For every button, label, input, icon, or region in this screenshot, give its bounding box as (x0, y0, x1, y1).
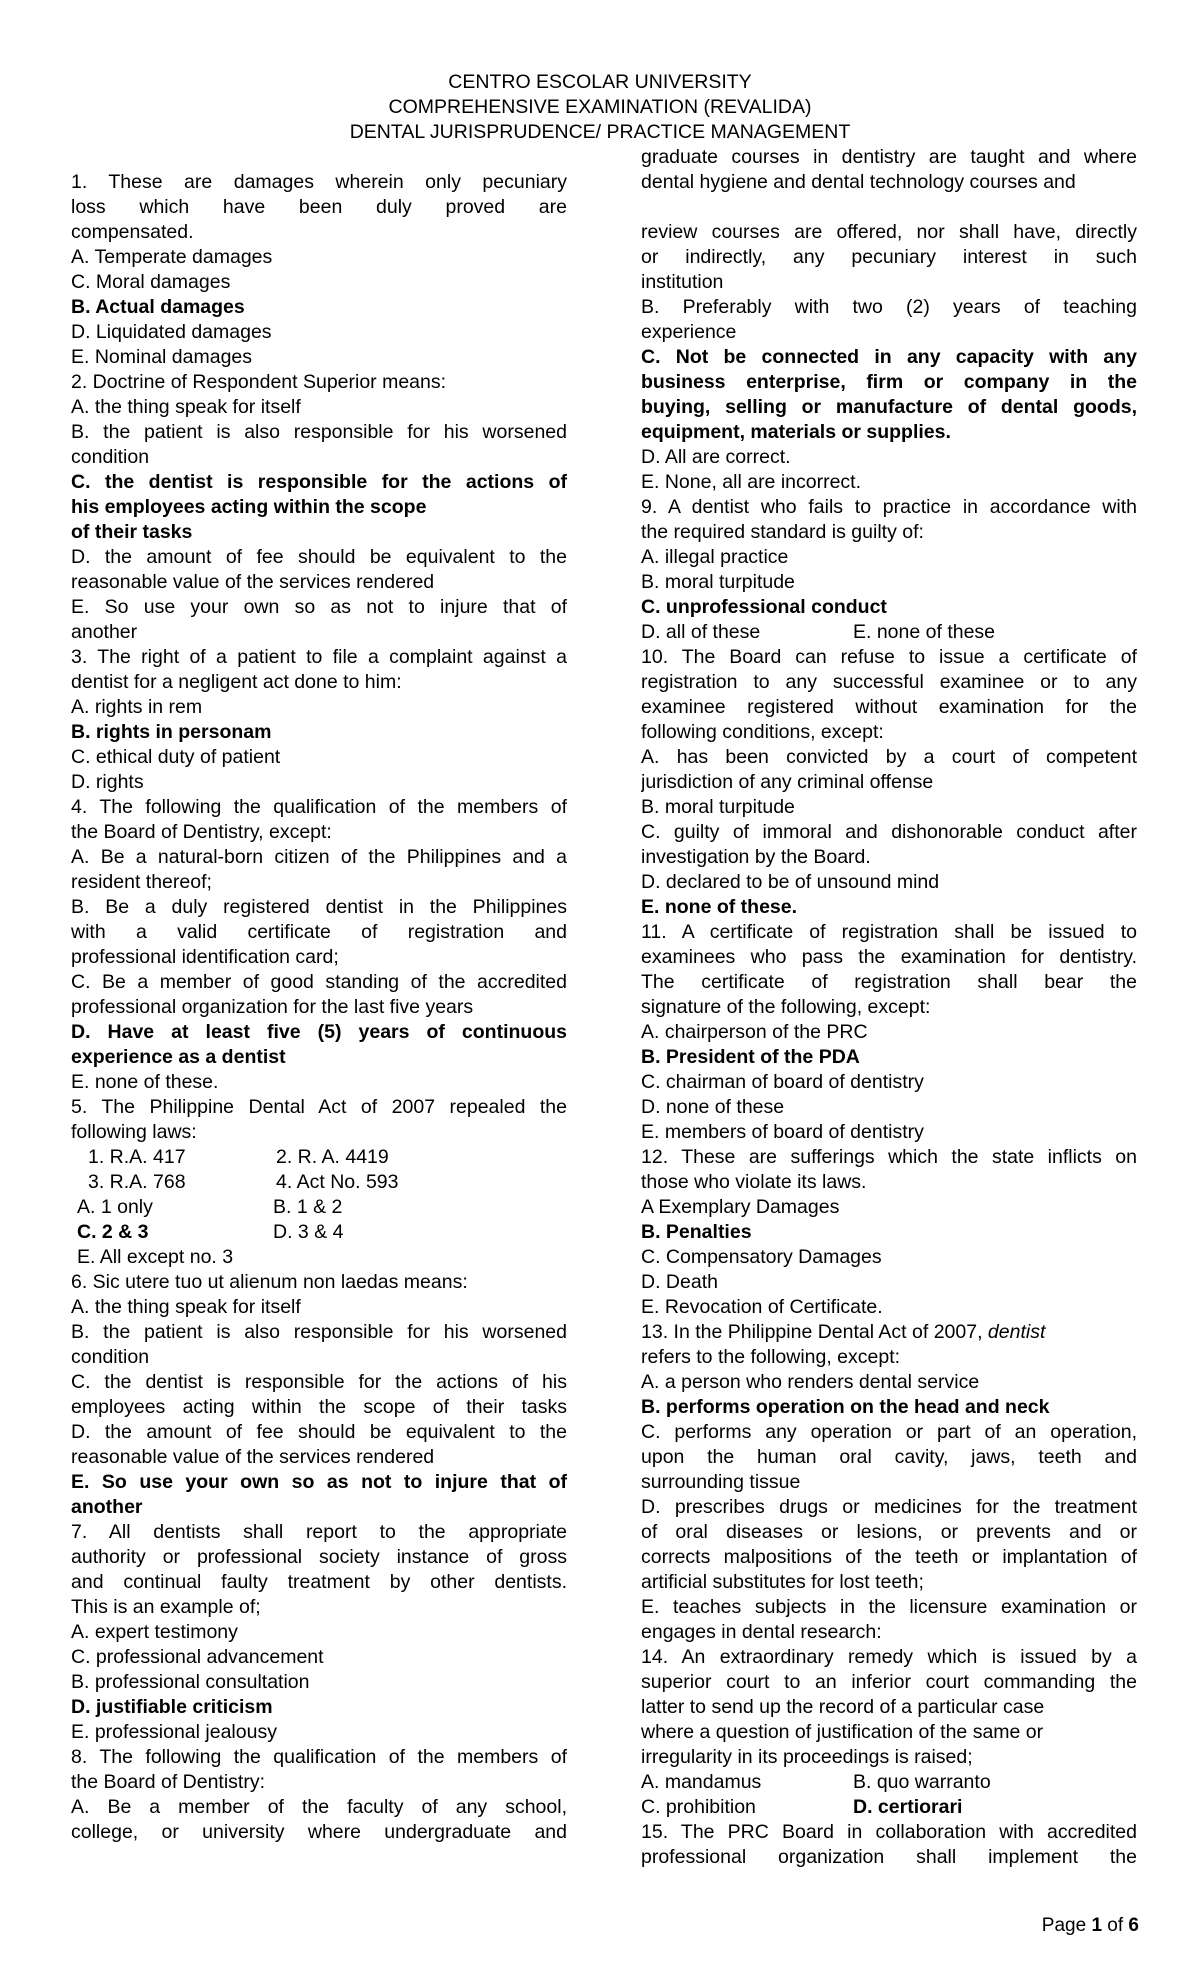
choice: A. the thing speak for itself (71, 1296, 301, 1318)
text-line: employees acting within the scope of their tasks (71, 1396, 567, 1418)
law-list-row (71, 1170, 567, 1195)
text-line: following conditions, except: (641, 721, 884, 743)
text-line: of oral diseases or lesions, or prevents and or (641, 1521, 1137, 1543)
question: 5. The Philippine Dental Act of 2007 repealed the (71, 1096, 567, 1118)
answer-choice: E. So use your own so as not to injure that of (71, 1471, 567, 1493)
right-column (641, 145, 1137, 1870)
choice: E. So use your own so as not to injure that of (71, 596, 567, 618)
question: 10. The Board can refuse to issue a certificate of (641, 646, 1137, 668)
law-item: 3. R.A. 768 (88, 1171, 186, 1193)
answer-choice: business enterprise, firm or company in the (641, 371, 1137, 393)
header-university: CENTRO ESCOLAR UNIVERSITY (448, 71, 752, 93)
text-line: upon the human oral cavity, jaws, teeth and (641, 1446, 1137, 1468)
choice: D. rights (71, 771, 144, 793)
choice: C. Be a member of good standing of the accredited (71, 971, 567, 993)
choice: E. None, all are incorrect. (641, 471, 862, 493)
law-list-row (71, 1145, 567, 1170)
question: 3. The right of a patient to file a complaint against a (71, 646, 567, 668)
choice: C. chairman of board of dentistry (641, 1071, 924, 1093)
law-item: 1. R.A. 417 (88, 1146, 186, 1168)
choice: C. performs any operation or part of an operation, (641, 1421, 1137, 1443)
choice: C. guilty of immoral and dishonorable conduct after (641, 821, 1137, 843)
text-line: reasonable value of the services rendered (71, 571, 435, 593)
document-header (0, 70, 1200, 145)
text-line: college, or university where undergraduate and (71, 1821, 567, 1843)
choice: C. prohibition (641, 1796, 756, 1818)
answer-choice: B. Actual damages (71, 296, 245, 318)
answer-choice: B. Penalties (641, 1221, 752, 1243)
text-line: corrects malpositions of the teeth or implantation of (641, 1546, 1137, 1568)
text-line: condition (71, 1346, 150, 1368)
choice: B. 1 & 2 (273, 1196, 343, 1218)
text-line: institution (641, 271, 724, 293)
text-line: professional identification card; (71, 946, 339, 968)
page-label: Page (1041, 1915, 1092, 1936)
text-line: refers to the following, except: (641, 1346, 901, 1368)
answer-choice: C. the dentist is responsible for the actions of (71, 471, 567, 493)
text-line: artificial substitutes for lost teeth; (641, 1571, 924, 1593)
choice: B. quo warranto (853, 1771, 991, 1793)
left-column (71, 170, 567, 1845)
question-text: 13. In the Philippine Dental Act of 2007, (641, 1321, 988, 1343)
choice-row (71, 1195, 567, 1220)
choice: A. expert testimony (71, 1621, 238, 1643)
choice: B. the patient is also responsible for his worsened (71, 421, 567, 443)
question: 2. Doctrine of Respondent Superior means: (71, 371, 447, 393)
choice: B. moral turpitude (641, 796, 795, 818)
text-line: another (71, 621, 138, 643)
current-page: 1 (1091, 1915, 1103, 1936)
choice: D. none of these (641, 1096, 785, 1118)
question: 11. A certificate of registration shall be issued to (641, 921, 1137, 943)
question: 8. The following the qualification of the members of (71, 1746, 567, 1768)
text-line: following laws: (71, 1121, 197, 1143)
answer-choice: of their tasks (71, 521, 193, 543)
text-line: jurisdiction of any criminal offense (641, 771, 934, 793)
choice: C. professional advancement (71, 1646, 324, 1668)
text-line: 1. These are damages wherein only pecuniary (71, 171, 567, 193)
answer-choice: D. Have at least five (5) years of continuous (71, 1021, 567, 1043)
text-line: surrounding tissue (641, 1471, 801, 1493)
choice: E. Revocation of Certificate. (641, 1296, 883, 1318)
answer-choice: C. unprofessional conduct (641, 596, 887, 618)
law-item: 2. R. A. 4419 (276, 1146, 389, 1168)
answer-choice: D. certiorari (853, 1796, 963, 1818)
choice: B. moral turpitude (641, 571, 795, 593)
text-line: dentist for a negligent act done to him: (71, 671, 402, 693)
header-subject: DENTAL JURISPRUDENCE/ PRACTICE MANAGEMENT (349, 121, 851, 143)
text-line: review courses are offered, nor shall have, directly (641, 221, 1137, 243)
total-pages: 6 (1128, 1915, 1139, 1936)
choice: D. the amount of fee should be equivalent to the (71, 546, 567, 568)
text-line: This is an example of; (71, 1596, 261, 1618)
choice: B. the patient is also responsible for his worsened (71, 1321, 567, 1343)
choice: E. professional jealousy (71, 1721, 277, 1743)
choice: A. Be a natural-born citizen of the Philippines and a (71, 846, 567, 868)
text-line: dental hygiene and dental technology courses and (641, 171, 1076, 193)
text-line: the required standard is guilty of: (641, 521, 924, 543)
answer-choice: equipment, materials or supplies. (641, 421, 951, 443)
choice: C. the dentist is responsible for the actions of his (71, 1371, 567, 1393)
choice-row (641, 620, 1137, 645)
text-line: loss which have been duly proved are (71, 196, 567, 218)
text-line: and continual faulty treatment by other dentists. (71, 1571, 567, 1593)
choice: D. the amount of fee should be equivalent to the (71, 1421, 567, 1443)
choice: A Exemplary Damages (641, 1196, 840, 1218)
choice: D. 3 & 4 (273, 1221, 344, 1243)
question: 9. A dentist who fails to practice in accordance with (641, 496, 1137, 518)
text-line: compensated. (71, 221, 194, 243)
text-line: the Board of Dentistry: (71, 1771, 266, 1793)
choice: E. teaches subjects in the licensure examination or (641, 1596, 1137, 1618)
choice: A. Temperate damages (71, 246, 273, 268)
text-line: The certificate of registration shall bear the (641, 971, 1137, 993)
question: 15. The PRC Board in collaboration with accredited (641, 1821, 1137, 1843)
choice: A. illegal practice (641, 546, 789, 568)
choice: C. Moral damages (71, 271, 231, 293)
text-line: resident thereof; (71, 871, 212, 893)
choice: A. the thing speak for itself (71, 396, 301, 418)
choice: A. mandamus (641, 1771, 762, 1793)
text-line: investigation by the Board. (641, 846, 871, 868)
text-line: the Board of Dentistry, except: (71, 821, 332, 843)
text-line: engages in dental research: (641, 1621, 882, 1643)
emphasized-term: dentist (987, 1321, 1046, 1343)
text-line: signature of the following, except: (641, 996, 931, 1018)
answer-choice: B. President of the PDA (641, 1046, 860, 1068)
answer-choice: D. justifiable criticism (71, 1696, 273, 1718)
blank-line (641, 195, 1137, 220)
text-line: with a valid certificate of registration and (71, 921, 567, 943)
choice: D. all of these (641, 621, 761, 643)
choice: E. none of these (853, 621, 996, 643)
answer-choice: buying, selling or manufacture of dental goods, (641, 396, 1137, 418)
header-exam-title: COMPREHENSIVE EXAMINATION (REVALIDA) (388, 96, 812, 118)
text-line: professional organization for the last five years (71, 996, 474, 1018)
choice: D. All are correct. (641, 446, 791, 468)
text-line: where a question of justification of the same or (641, 1721, 1044, 1743)
choice: D. Death (641, 1271, 718, 1293)
text-line: reasonable value of the services rendered (71, 1446, 435, 1468)
choice: B. professional consultation (71, 1671, 310, 1693)
choice: D. prescribes drugs or medicines for the treatment (641, 1496, 1137, 1518)
answer-choice: B. rights in personam (71, 721, 272, 743)
answer-choice: C. 2 & 3 (77, 1221, 149, 1243)
choice: A. 1 only (77, 1196, 153, 1218)
choice-row (641, 1770, 1137, 1795)
text-line: irregularity in its proceedings is raised; (641, 1746, 973, 1768)
choice: E. none of these. (71, 1071, 219, 1093)
text-line: superior court to an inferior court commanding the (641, 1671, 1137, 1693)
text-line: condition (71, 446, 150, 468)
text-line: experience (641, 321, 737, 343)
choice: D. declared to be of unsound mind (641, 871, 940, 893)
question: 6. Sic utere tuo ut alienum non laedas means: (71, 1271, 468, 1293)
text-line: latter to send up the record of a particular case (641, 1696, 1045, 1718)
text-line: those who violate its laws. (641, 1171, 867, 1193)
answer-choice: E. none of these. (641, 896, 798, 918)
text-line: or indirectly, any pecuniary interest in such (641, 246, 1137, 268)
question: 4. The following the qualification of the members of (71, 796, 567, 818)
text-line: examinees who pass the examination for dentistry. (641, 946, 1137, 968)
choice-row (71, 1220, 567, 1245)
answer-choice: B. performs operation on the head and neck (641, 1396, 1050, 1418)
text-line: examinee registered without examination for the (641, 696, 1137, 718)
choice: C. Compensatory Damages (641, 1246, 882, 1268)
question (641, 1320, 1137, 1345)
choice: B. Be a duly registered dentist in the Philippines (71, 896, 567, 918)
choice: A. chairperson of the PRC (641, 1021, 868, 1043)
choice: A. a person who renders dental service (641, 1371, 980, 1393)
text-line: graduate courses in dentistry are taught and where (641, 146, 1137, 168)
law-item: 4. Act No. 593 (276, 1171, 399, 1193)
choice: E. All except no. 3 (77, 1246, 234, 1268)
text-line: authority or professional society instance of gross (71, 1546, 567, 1568)
question: 14. An extraordinary remedy which is issued by a (641, 1646, 1137, 1668)
choice: A. has been convicted by a court of competent (641, 746, 1137, 768)
choice: E. Nominal damages (71, 346, 253, 368)
question: 7. All dentists shall report to the appropriate (71, 1521, 567, 1543)
text-line: registration to any successful examinee or to any (641, 671, 1137, 693)
choice: E. members of board of dentistry (641, 1121, 924, 1143)
choice: C. ethical duty of patient (71, 746, 281, 768)
answer-choice: experience as a dentist (71, 1046, 286, 1068)
answer-choice: another (71, 1496, 143, 1518)
page-of-label: of (1102, 1915, 1129, 1936)
choice: D. Liquidated damages (71, 321, 272, 343)
text-line: professional organization shall implement the (641, 1846, 1137, 1868)
page-number (1042, 1915, 1139, 1937)
answer-choice: his employees acting within the scope (71, 496, 427, 518)
choice: A. rights in rem (71, 696, 203, 718)
choice-row (641, 1795, 1137, 1820)
answer-choice: C. Not be connected in any capacity with any (641, 346, 1137, 368)
choice: A. Be a member of the faculty of any school, (71, 1796, 567, 1818)
question: 12. These are sufferings which the state inflicts on (641, 1146, 1137, 1168)
choice: B. Preferably with two (2) years of teaching (641, 296, 1137, 318)
